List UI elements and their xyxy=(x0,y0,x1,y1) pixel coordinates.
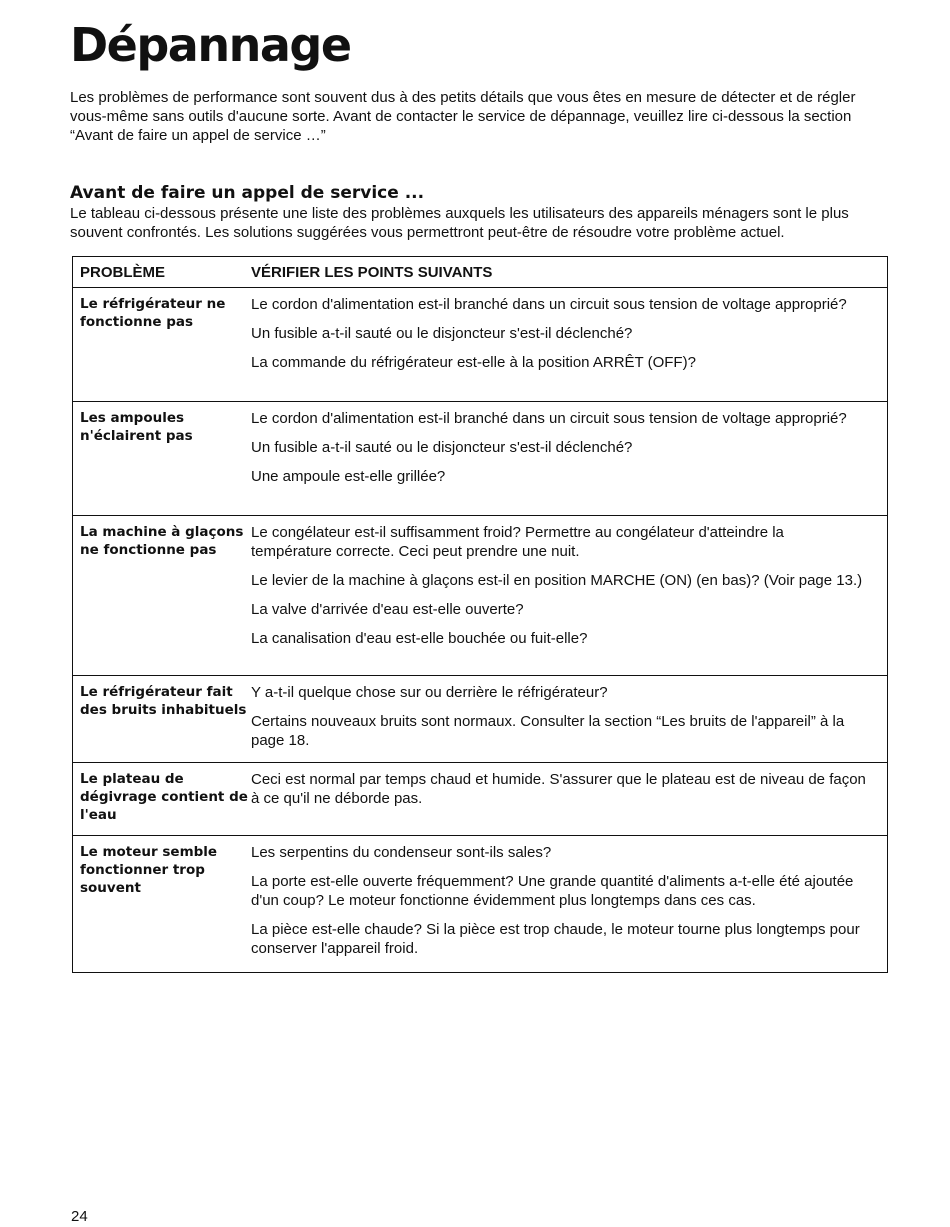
table-row xyxy=(73,836,887,972)
check-item: Le cordon d'alimentation est-il branché dans un circuit sous tension de voltage approprié? xyxy=(251,296,847,313)
check-item: Une ampoule est-elle grillée? xyxy=(251,468,446,485)
troubleshooting-table xyxy=(72,256,888,973)
section-heading: Avant de faire un appel de service ... xyxy=(70,183,425,203)
checks-cell xyxy=(251,409,887,515)
check-item: Un fusible a-t-il sauté ou le disjoncteur s'est-il déclenché? xyxy=(251,439,633,456)
header-problem: PROBLÈME xyxy=(80,263,166,281)
table-row xyxy=(73,288,887,402)
check-item: La porte est-elle ouverte fréquemment? Une grande quantité d'aliments a-t-elle été ajoutée d'un coup? Le moteur fonctionne évidemment plus longtemps dans ces cas. xyxy=(251,873,854,909)
problem-cell: Le réfrigérateur fait des bruits inhabituels xyxy=(80,684,247,718)
problem-cell: Le plateau de dégivrage contient de l'eau xyxy=(80,771,248,823)
check-item: La commande du réfrigérateur est-elle à la position ARRÊT (OFF)? xyxy=(251,354,696,371)
check-item: Le cordon d'alimentation est-il branché dans un circuit sous tension de voltage approprié? xyxy=(251,410,847,427)
problem-cell: Les ampoules n'éclairent pas xyxy=(80,410,193,444)
check-item: Certains nouveaux bruits sont normaux. Consulter la section “Les bruits de l'appareil” à la page 18. xyxy=(251,713,845,749)
problem-cell: La machine à glaçons ne fonctionne pas xyxy=(80,524,244,558)
table-row xyxy=(73,402,887,516)
checks-cell xyxy=(251,295,887,401)
page-title: Dépannage xyxy=(70,18,351,72)
section-text: Le tableau ci-dessous présente une liste des problèmes auxquels les utilisateurs des appareils ménagers sont le plus souvent confrontés. Les solutions suggérées vous permettront peut-être de résoudre votre problème actuel. xyxy=(70,205,849,241)
intro-paragraph: Les problèmes de performance sont souvent dus à des petits détails que vous êtes en mesure de détecter et de régler vous-même sans outils d'aucune sorte. Avant de contacter le service de dépannage, veuillez lire ci-dessous la section “Avant de faire un appel de service …” xyxy=(70,89,856,144)
table-body xyxy=(73,288,887,972)
check-item: La canalisation d'eau est-elle bouchée ou fuit-elle? xyxy=(251,630,588,647)
table-row xyxy=(73,676,887,763)
checks-cell xyxy=(251,523,887,675)
header-check: VÉRIFIER LES POINTS SUIVANTS xyxy=(251,263,493,281)
check-item: Y a-t-il quelque chose sur ou derrière le réfrigérateur? xyxy=(251,684,608,701)
check-item: Les serpentins du condenseur sont-ils sales? xyxy=(251,844,552,861)
checks-cell xyxy=(251,843,887,972)
check-item: La valve d'arrivée d'eau est-elle ouverte? xyxy=(251,601,524,618)
check-item: Le levier de la machine à glaçons est-il en position MARCHE (ON) (en bas)? (Voir page 13.) xyxy=(251,572,863,589)
problem-cell: Le moteur semble fonctionner trop souvent xyxy=(80,844,218,896)
page-number: 24 xyxy=(71,1208,88,1225)
checks-cell xyxy=(251,770,887,835)
check-item: Ceci est normal par temps chaud et humide. S'assurer que le plateau est de niveau de façon à ce qu'il ne déborde pas. xyxy=(251,771,866,807)
table-row xyxy=(73,763,887,836)
check-item: La pièce est-elle chaude? Si la pièce est trop chaude, le moteur tourne plus longtemps pour conserver l'appareil froid. xyxy=(251,921,860,957)
table-row xyxy=(73,516,887,676)
checks-cell xyxy=(251,683,887,762)
problem-cell: Le réfrigérateur ne fonctionne pas xyxy=(80,296,226,330)
check-item: Un fusible a-t-il sauté ou le disjoncteur s'est-il déclenché? xyxy=(251,325,633,342)
table-header xyxy=(73,257,887,288)
check-item: Le congélateur est-il suffisamment froid? Permettre au congélateur d'atteindre la température correcte. Ceci peut prendre une nuit. xyxy=(251,524,784,560)
